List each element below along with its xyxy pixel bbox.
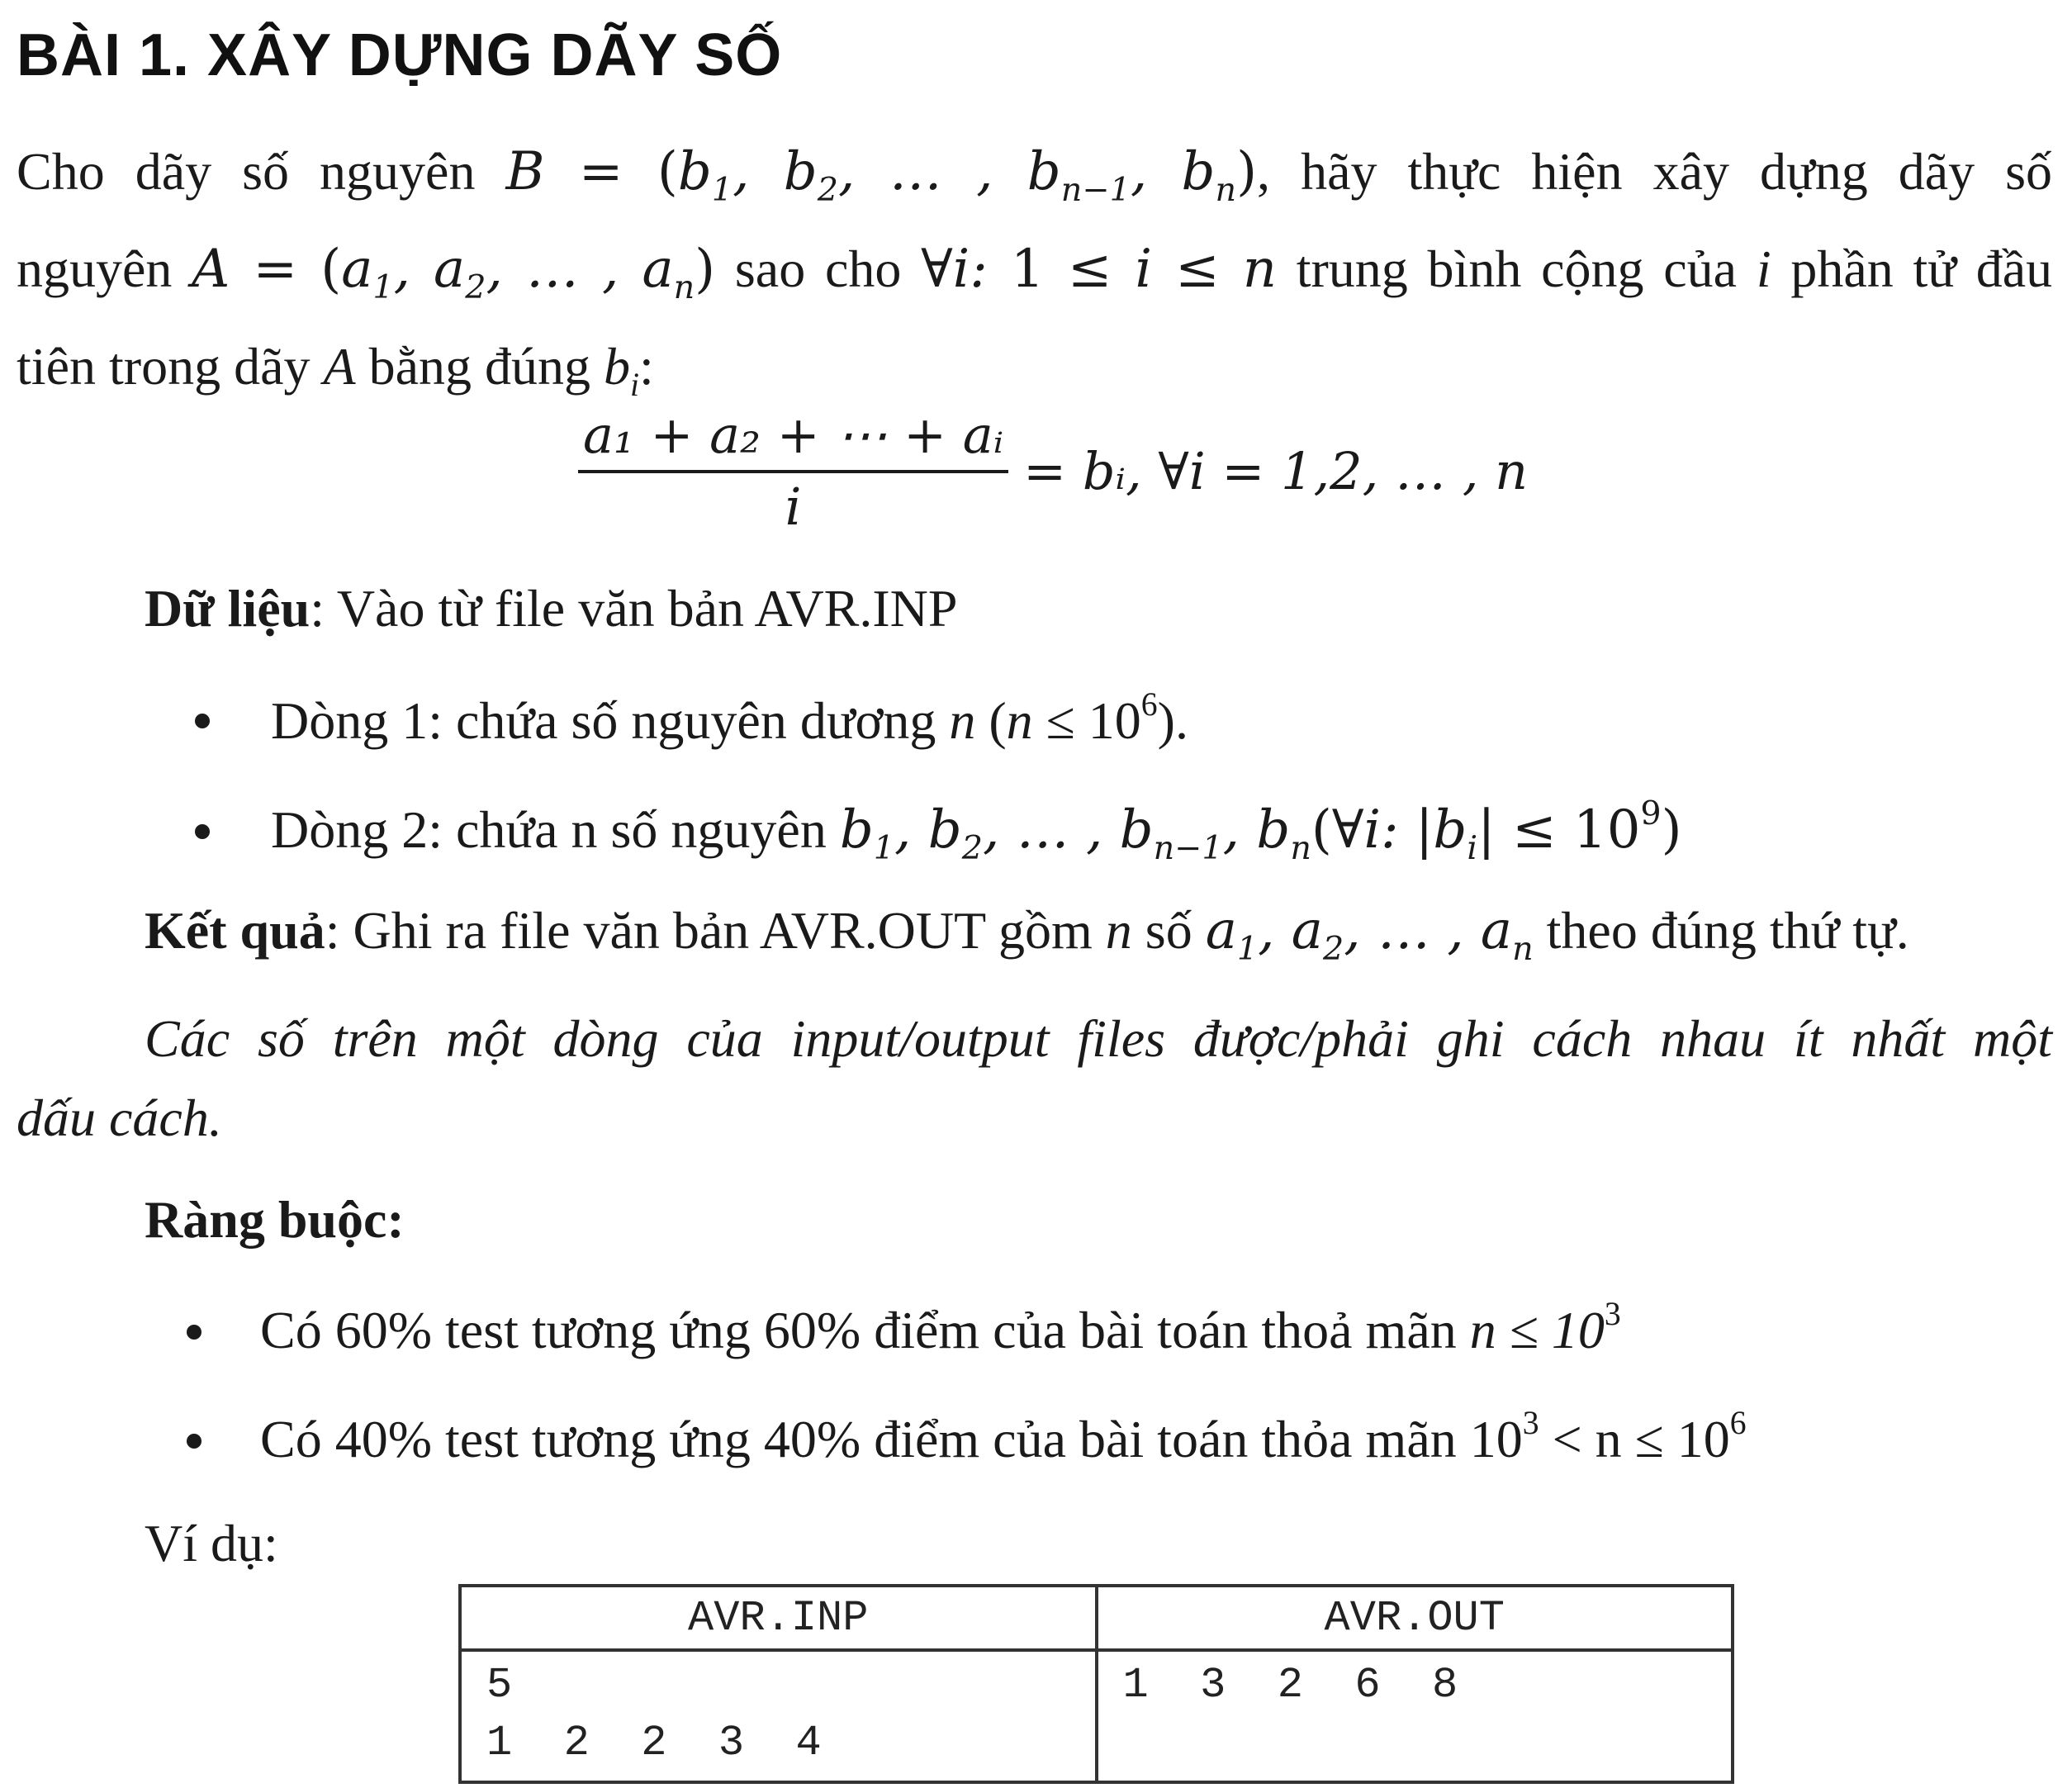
example-table bbox=[458, 1584, 1734, 1784]
constraint-item-2: Có 40% test tương ứng 40% điểm của bài toán thỏa mãn $10^3 < n \le 10^6$ bbox=[260, 1405, 1747, 1468]
input-file-header: AVR.INP bbox=[460, 1586, 1097, 1650]
example-data-row bbox=[460, 1650, 1733, 1782]
bullet-dot bbox=[195, 824, 210, 839]
bullet-dot bbox=[187, 1325, 202, 1340]
statement-text: nguyên bbox=[17, 239, 192, 298]
forall-condition: ∀i: 1 ≤ i ≤ n bbox=[921, 238, 1277, 300]
statement-text: trung bình cộng của bbox=[1276, 239, 1757, 298]
input-line-2: Dòng 2: chứa n số nguyên $b_1$, $b_2$, … , $b_{n-1}$, $b_n(\forall i$: $|b_i| \le 10^9$) bbox=[271, 794, 1682, 867]
example-output-cell: 1 3 2 6 8 bbox=[1097, 1650, 1733, 1782]
statement-line-2: nguyên $A = (a_1$, $a_2$, … , $a_n$) sao cho ∀i: 1 ≤ i ≤ n trung bình cộng của i phần tử đầu bbox=[17, 238, 2053, 306]
formula-numerator: a₁ + a₂ + ⋯ + aᵢ bbox=[578, 405, 1008, 473]
input-text: : Vào từ file văn bản AVR.INP bbox=[310, 579, 958, 638]
statement-line-1 bbox=[17, 132, 2052, 230]
sequence-a-expression: $A = (a_1$, $a_2$, … , $a_n$) bbox=[192, 238, 716, 306]
bullet-dot bbox=[195, 714, 210, 728]
statement-text: , hãy thực hiện xây dựng dãy số bbox=[1257, 142, 2053, 201]
input-label: Dữ liệu bbox=[145, 579, 311, 638]
example-input-cell: 5 1 2 2 3 4 bbox=[460, 1650, 1097, 1782]
note-line-1: Các số trên một dòng của input/output files được/phải ghi cách nhau ít nhất một bbox=[145, 1009, 2052, 1068]
example-header-row bbox=[460, 1586, 1733, 1650]
statement-text: Cho dãy số nguyên bbox=[17, 142, 506, 201]
constraints-label: Ràng buộc: bbox=[145, 1190, 405, 1249]
statement-line-3: tiên trong dãy A bằng đúng $b_i$: bbox=[17, 336, 654, 403]
sequence-b-expression: $B = (b_1$, $b_2$, … , $b_{n-1}$, $b_n$) bbox=[505, 141, 1258, 209]
problem-title: BÀI 1. XÂY DỰNG DÃY SỐ bbox=[17, 22, 783, 88]
input-line-1: Dòng 1: chứa số nguyên dương n $(n \le 10^6)$. bbox=[271, 686, 1188, 750]
formula-fraction bbox=[578, 405, 1008, 537]
note-line-2: dấu cách. bbox=[17, 1088, 222, 1147]
problem-statement bbox=[17, 132, 2052, 424]
output-file-header: AVR.OUT bbox=[1097, 1586, 1733, 1650]
formula-denominator: i bbox=[785, 477, 802, 537]
format-note bbox=[17, 999, 2052, 1158]
statement-text: phần tử đầu bbox=[1771, 239, 2053, 298]
example-label: Ví dụ: bbox=[145, 1514, 278, 1572]
statement-text: tiên trong dãy bbox=[17, 336, 324, 396]
bullet-dot bbox=[187, 1434, 202, 1449]
output-label: Kết quả bbox=[145, 901, 325, 960]
statement-text: : bbox=[639, 336, 654, 396]
statement-text: bằng đúng bbox=[355, 336, 604, 396]
average-formula bbox=[578, 405, 1528, 537]
statement-text: sao cho bbox=[715, 239, 922, 298]
formula-rhs: = bᵢ, ∀i = 1,2, … , n bbox=[1023, 440, 1529, 501]
constraint-item-1: Có 60% test tương ứng 60% điểm của bài toán thoả mãn $n \le 10^3$ bbox=[260, 1296, 1621, 1359]
input-description bbox=[145, 578, 957, 639]
output-description: Kết quả: Ghi ra file văn bản AVR.OUT gồm n số $a_1$, $a_2$, … , $a_n$ theo đúng thứ tự. bbox=[145, 900, 1909, 968]
